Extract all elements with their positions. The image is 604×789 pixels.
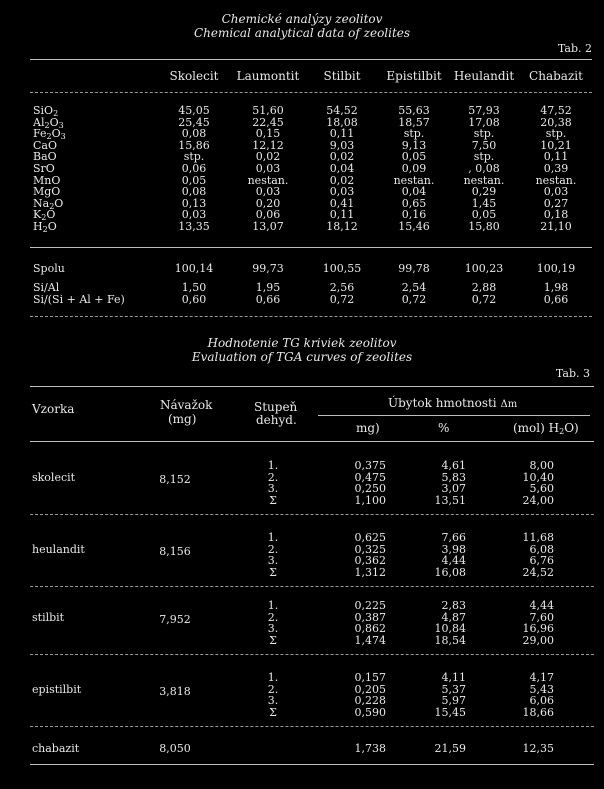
table3-mg: 0,362 <box>354 554 386 567</box>
formula-base: Na <box>33 196 50 210</box>
table2-cell: 17,08 <box>468 115 500 129</box>
table2-cell: 47,52 <box>540 104 572 117</box>
table2-total-cell: 100,14 <box>174 262 214 275</box>
table2-cell: 22,45 <box>252 115 284 129</box>
table3-sample-name: epistilbit <box>32 683 82 696</box>
table3-mg: 0,475 <box>354 470 386 484</box>
table2-cell: 12,12 <box>252 138 284 152</box>
table2-cell: 0,08 <box>181 185 207 199</box>
table2-mid-rule <box>30 247 592 248</box>
table3-top-rule <box>30 386 594 387</box>
table2-cell: 0,39 <box>543 162 569 175</box>
formula-tail: O <box>54 196 64 210</box>
table2-col-header: Epistilbit <box>386 69 442 83</box>
table2-cell: 0,05 <box>181 173 207 187</box>
table2-ratio-cell: 1,98 <box>543 281 569 294</box>
table3-pct: 13,51 <box>434 493 466 507</box>
table3-pct: 5,37 <box>441 682 466 696</box>
table3-pct: 5,97 <box>441 694 466 707</box>
table2-cell: 20,38 <box>540 115 572 129</box>
table2-cell: 1,45 <box>471 196 497 210</box>
table3-weight: 8,050 <box>159 742 191 755</box>
table3-stage: Σ <box>269 633 277 647</box>
table3-mg: 0,228 <box>354 694 386 707</box>
table3-pct: 3,98 <box>441 542 466 556</box>
table2-cell: 0,04 <box>401 185 427 199</box>
table3-pct: 16,08 <box>434 565 466 579</box>
table3-header-mg: mg) <box>356 421 380 435</box>
table2-col-header: Skolecit <box>169 69 219 83</box>
table2-cell: 0,09 <box>401 162 427 175</box>
table3-title-sk: Hodnotenie TG kriviek zeolitov <box>207 336 397 350</box>
table2-cell: 0,03 <box>329 185 355 199</box>
table2-title-sk: Chemické analýzy zeolitov <box>221 12 383 26</box>
table2-ratio-cell: 1,95 <box>255 281 281 294</box>
table3-pct: 3,07 <box>441 482 466 495</box>
formula-sub2: 3 <box>60 132 66 142</box>
table3-bottom-rule <box>30 764 594 765</box>
table2-ratio-cell: 2,56 <box>329 281 355 294</box>
table2-cell: stp. <box>183 150 205 164</box>
table3-mol: 4,17 <box>529 671 554 684</box>
table2-ratio-cell: 1,50 <box>181 281 207 294</box>
table2-cell: 0,20 <box>255 196 281 210</box>
table3-sample-name: chabazit <box>32 742 80 755</box>
table2-cell: 55,63 <box>398 104 430 117</box>
table2-cell: 15,80 <box>468 220 500 233</box>
table2-total-cell: 100,55 <box>322 262 362 275</box>
mol-tail: O) <box>564 421 579 435</box>
table3-mol: 4,44 <box>529 599 554 612</box>
table3-header-weight-unit: (mg) <box>168 412 197 426</box>
table3-header-weight: Návažok <box>160 398 213 412</box>
table2-cell: 18,08 <box>326 115 358 129</box>
formula-base: SrO <box>33 162 55 175</box>
table2-cell: 9,03 <box>329 138 355 152</box>
formula-tail: $O_3$ <box>49 115 64 130</box>
table2-cell: 0,06 <box>255 208 281 222</box>
table3-stage: 2. <box>267 610 279 624</box>
table3-pct: 4,61 <box>441 459 466 472</box>
table3-mg: 0,625 <box>354 531 386 544</box>
formula-base: Al <box>33 115 45 129</box>
table3-sample-name: heulandit <box>32 543 85 556</box>
table3-mg: 0,250 <box>354 482 386 495</box>
table2-cell: stp. <box>545 127 567 141</box>
table2-cell: 0,29 <box>471 185 497 199</box>
table3-mg: 1,312 <box>354 565 386 579</box>
table2-cell: 0,11 <box>543 150 569 164</box>
table3-mg: 0,590 <box>354 705 386 719</box>
formula-sub: 2 <box>46 132 52 142</box>
table3-mg: 0,862 <box>354 622 386 635</box>
table3-weight: 8,156 <box>159 545 191 558</box>
table2-cell: 0,16 <box>401 208 427 222</box>
table2-cell: 18,57 <box>398 115 430 129</box>
table3-weight: 7,952 <box>159 613 191 626</box>
table2-cell: 7,50 <box>471 138 497 152</box>
table3-header-stage2: dehyd. <box>256 413 297 427</box>
table2-total-cell: 99,73 <box>252 262 284 275</box>
table3-label: Tab. 3 <box>555 367 590 380</box>
table3-stage: 2. <box>267 682 279 696</box>
table2-cell: 0,18 <box>543 208 569 222</box>
table3-stage: 1. <box>267 599 279 612</box>
table3-group-rule <box>30 726 594 727</box>
table3-weight: 8,152 <box>159 473 191 486</box>
table2-cell: nestan. <box>463 173 505 187</box>
table3-mg: 1,100 <box>354 493 386 507</box>
table3-stage: Σ <box>269 705 277 719</box>
table2-cell: 0,15 <box>255 127 281 141</box>
table3-mol: 10,40 <box>522 470 554 484</box>
table2-cell: 51,60 <box>252 104 284 117</box>
table3-pct: 7,66 <box>441 531 466 544</box>
table2-cell: 9,13 <box>401 138 427 152</box>
formula-base: H <box>33 220 43 233</box>
table3-pct: 21,59 <box>434 742 466 755</box>
loss-label: Úbytok hmotnosti <box>388 396 497 410</box>
table3-pct: 4,44 <box>441 554 466 567</box>
table2-cell: 13,35 <box>178 220 210 233</box>
table3-mol: 6,76 <box>529 554 554 567</box>
table2-col-header: Laumontit <box>236 69 300 83</box>
table2-cell: 10,21 <box>540 138 572 152</box>
table2-ratio-label: Si/(Si + Al + Fe) <box>33 293 125 306</box>
table2-header-rule <box>30 92 592 93</box>
table3-stage: 1. <box>267 459 279 472</box>
formula-base: MgO <box>33 185 61 199</box>
table2-cell: nestan. <box>247 173 289 187</box>
table3-stage: 3. <box>267 482 279 495</box>
table2-ratio-cell: 0,72 <box>471 293 497 306</box>
table3-mol: 16,96 <box>522 622 554 635</box>
formula-sub2: 3 <box>58 120 64 130</box>
formula-tail: O <box>46 208 56 222</box>
table3-weight: 3,818 <box>159 685 191 698</box>
table3-pct: 4,87 <box>441 610 466 624</box>
table2-cell: 0,02 <box>329 173 355 187</box>
table2-cell: 57,93 <box>468 104 500 117</box>
table2-cell: 21,10 <box>540 220 572 233</box>
table2-col-header: Chabazit <box>529 69 583 83</box>
table3-stage: 1. <box>267 671 279 684</box>
table2-cell: 15,46 <box>398 220 430 233</box>
table3-mg: 0,325 <box>354 542 386 556</box>
table2-cell: 45,05 <box>178 104 210 117</box>
table2-ratio-cell: 2,54 <box>401 281 427 294</box>
formula-base: BaO <box>33 150 57 164</box>
table2-ratio-label: Si/Al <box>33 281 60 294</box>
table2-cell: 0,02 <box>255 150 281 164</box>
table3-mol: 6,06 <box>529 694 554 707</box>
formula-sub: 2 <box>53 109 59 118</box>
mol-label: (mol) H <box>513 421 560 435</box>
table3-mg: 0,375 <box>354 459 386 472</box>
table3-mol: 5,43 <box>529 682 554 696</box>
table3-group-rule <box>30 514 594 515</box>
table3-loss-rule <box>318 415 590 416</box>
table2-cell: nestan. <box>393 173 435 187</box>
table2-col-header: Stilbit <box>323 69 361 83</box>
table3-sample-name: skolecit <box>32 471 76 484</box>
table3-mol: 6,08 <box>529 542 554 556</box>
table3-mol: 5,60 <box>529 482 554 495</box>
formula-tail: O <box>47 220 57 233</box>
table2-cell: 15,86 <box>178 138 210 152</box>
formula-base: CaO <box>33 138 57 152</box>
table3-mol: 12,35 <box>522 742 554 755</box>
table3-stage: 1. <box>267 531 279 544</box>
table2-col-header: Heulandit <box>453 69 515 83</box>
table2-cell: stp. <box>403 127 425 141</box>
table2-cell: 0,03 <box>255 185 281 199</box>
table3-mol: 18,66 <box>522 705 554 719</box>
table3-header-rule <box>30 441 594 442</box>
table3-stage: 3. <box>267 622 279 635</box>
table2-total-cell: 100,23 <box>464 262 504 275</box>
table2-cell: 0,11 <box>329 208 355 222</box>
table2-row-label <box>33 220 57 233</box>
formula-base: SiO <box>33 104 54 117</box>
table3-mg: 0,205 <box>354 682 386 696</box>
table3-pct: 4,11 <box>441 671 466 684</box>
table2-total-cell: 99,78 <box>398 262 430 275</box>
delta-m-symbol: Δm <box>500 399 518 410</box>
table2-cell: 0,13 <box>181 196 207 210</box>
table2-ratio-cell: 2,88 <box>471 281 497 294</box>
table2-ratio-cell: 0,66 <box>543 293 569 306</box>
formula-base: K <box>33 208 42 222</box>
table2-ratio-cell: 0,66 <box>255 293 281 306</box>
table3-pct: 10,84 <box>434 622 466 635</box>
table2-cell: 0,03 <box>255 162 281 175</box>
table2-ratio-cell: 0,72 <box>401 293 427 306</box>
table3-stage: 3. <box>267 554 279 567</box>
table3-header-loss <box>388 396 517 410</box>
table2-cell: 54,52 <box>326 104 358 117</box>
table2-cell: 0,04 <box>329 162 355 175</box>
table2-cell: 0,05 <box>401 150 427 164</box>
table2-cell: 18,12 <box>326 220 358 233</box>
formula-sub: 2 <box>49 201 55 211</box>
table2-cell: 0,02 <box>329 150 355 164</box>
table2-cell: 0,03 <box>543 185 569 199</box>
table2-total-label: Spolu <box>33 262 65 275</box>
table2-cell: 13,07 <box>252 220 284 233</box>
table3-group-rule <box>30 654 594 655</box>
table2-ratio-cell: 0,60 <box>181 293 207 306</box>
table2-cell: 0,11 <box>329 127 355 141</box>
table3-pct: 18,54 <box>434 633 466 647</box>
table3-sample-name: stilbit <box>32 611 65 624</box>
table2-cell: stp. <box>473 150 495 164</box>
table3-mg: 1,474 <box>354 633 386 647</box>
table3-stage: Σ <box>269 493 277 507</box>
table3-group-rule <box>30 586 594 587</box>
formula-sub: 2 <box>42 225 48 234</box>
formula-sub: 2 <box>41 213 47 223</box>
table3-stage: Σ <box>269 565 277 579</box>
table2-title-en: Chemical analytical data of zeolites <box>193 26 411 40</box>
table3-pct: 5,83 <box>441 470 466 484</box>
table2-cell: 0,06 <box>181 162 207 175</box>
table2-cell: 0,65 <box>401 196 427 210</box>
table2-cell: stp. <box>473 127 495 141</box>
table3-stage: 3. <box>267 694 279 707</box>
formula-base: Fe <box>33 127 47 141</box>
table2-total-cell: 100,19 <box>536 262 576 275</box>
table3-pct: 15,45 <box>434 705 466 719</box>
table3-stage: 2. <box>267 470 279 484</box>
table3-mol: 8,00 <box>529 459 554 472</box>
formula-base: MnO <box>33 173 61 187</box>
table2-cell: 0,41 <box>329 196 355 210</box>
table3-header-sample: Vzorka <box>32 402 75 416</box>
table2-cell: , 0,08 <box>468 162 500 175</box>
table3-header-stage: Stupeň <box>254 400 298 414</box>
table2-cell: 0,08 <box>181 127 207 141</box>
table2-ratio-cell: 0,72 <box>329 293 355 306</box>
table2-bottom-rule <box>30 316 592 317</box>
table3-mol: 24,52 <box>522 565 554 579</box>
table3-mol: 11,68 <box>522 531 554 544</box>
table3-pct: 2,83 <box>441 599 466 612</box>
table2-top-rule <box>30 59 592 60</box>
table3-stage: 2. <box>267 542 279 556</box>
table3-title-en: Evaluation of TGA curves of zeolites <box>191 350 413 364</box>
table3-header-pct: % <box>438 421 450 435</box>
table2-cell: 0,03 <box>181 208 207 222</box>
table3-mg: 1,738 <box>354 742 386 755</box>
table3-mg: 0,157 <box>354 671 386 684</box>
table2-cell: 25,45 <box>178 115 210 129</box>
table2-cell: nestan. <box>535 173 577 187</box>
formula-sub: 2 <box>44 120 50 130</box>
table3-mg: 0,387 <box>354 610 386 624</box>
formula-tail: $O_3$ <box>51 127 66 142</box>
table3-mol: 7,60 <box>529 610 554 624</box>
mol-sub: 2 <box>559 427 565 436</box>
table3-mol: 29,00 <box>522 633 554 647</box>
table2-cell: 0,27 <box>543 196 569 210</box>
table3-mg: 0,225 <box>354 599 386 612</box>
table3-mol: 24,00 <box>522 493 554 507</box>
table2-cell: 0,05 <box>471 208 497 222</box>
table3-header-mol <box>513 421 579 435</box>
table2-label: Tab. 2 <box>557 42 592 55</box>
